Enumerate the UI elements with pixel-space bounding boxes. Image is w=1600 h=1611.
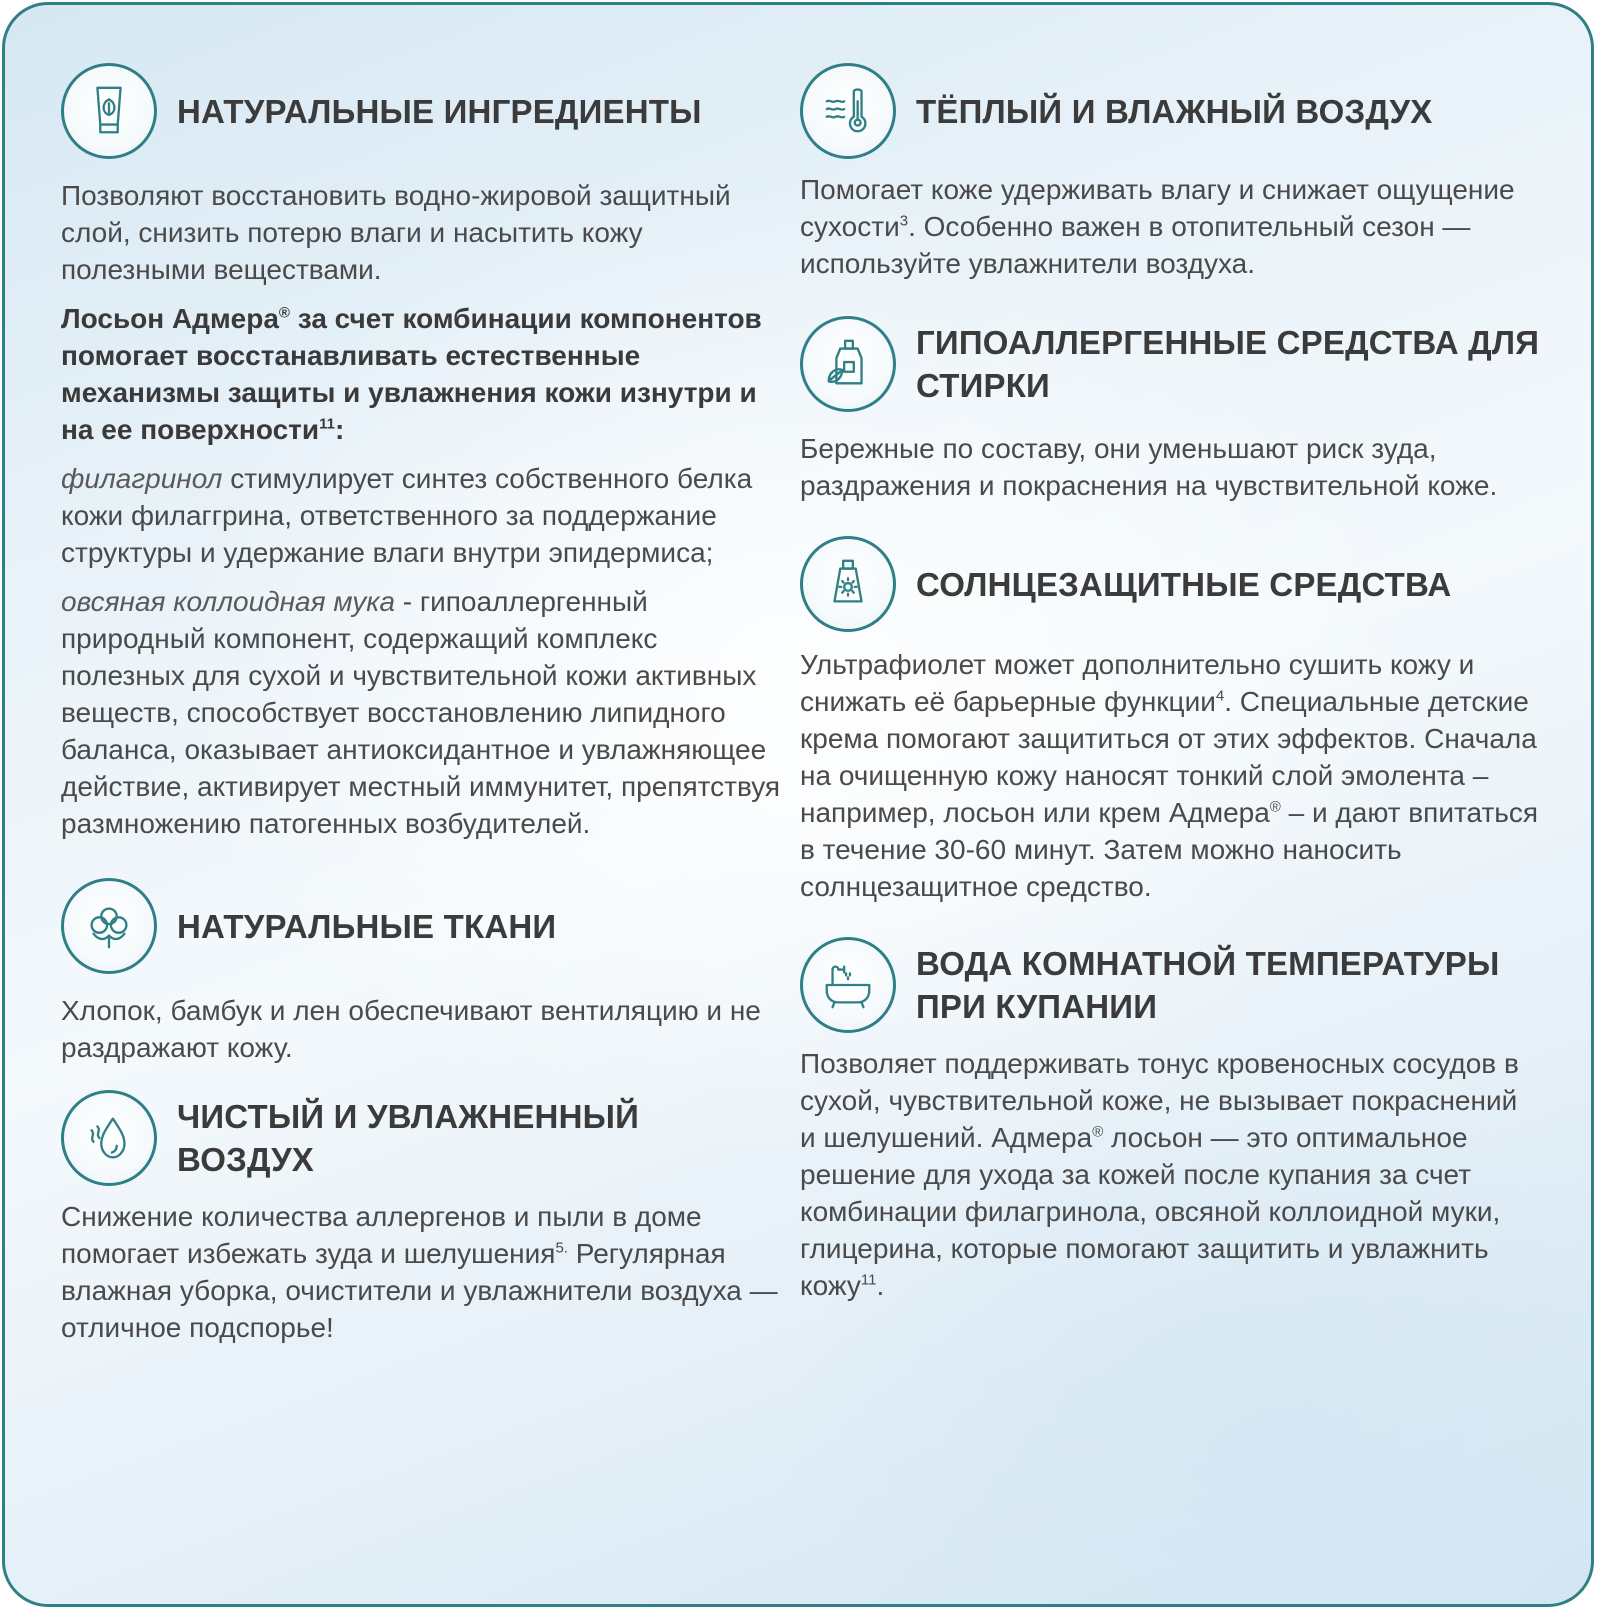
paragraph: Снижение количества аллергенов и пыли в доме помогает избежать зуда и шелушения$^{5.}$ Регулярная влажная уборка, очистители и увлажнители воздуха — отличное подспорье! [61,1201,778,1343]
section-title: СОЛНЦЕЗАЩИТНЫЕ СРЕДСТВА [916,565,1452,603]
section-natural-fabrics [61,878,781,1066]
section-title: ГИПОАЛЛЕРГЕННЫЕ СРЕДСТВА ДЛЯ СТИРКИ [916,324,1540,404]
right-column [800,63,1540,1304]
section-hypoallergenic-detergent [800,316,1540,504]
paragraph: Помогает коже удерживать влагу и снижает ощущение сухости$^3$. Особенно важен в отопительный сезон — используйте увлажнители воздуха. [800,174,1515,279]
section-clean-air [61,1090,781,1346]
paragraph: Бережные по составу, они уменьшают риск зуда, раздражения и покраснения на чувствительной коже. [800,433,1498,501]
thermometer-waves-icon [800,63,896,159]
paragraph-oat-flour: овсяная коллоидная мука - гипоаллергенный природный компонент, содержащий комплекс полезных для сухой и чувствительной кожи активных веществ, способствует восстановлению липидного баланса, оказывает антиоксидантное и увлажняющее действие, активирует местный иммунитет, препятствуя размножению патогенных возбудителей. [61,586,781,839]
cotton-flower-icon [61,878,157,974]
paragraph: Позволяет поддерживать тонус кровеносных сосудов в сухой, чувствительной коже, не вызывает покраснений и шелушений. Адмера® лосьон — это оптимальное решение для ухода за кожей после купания за счет комбинации филагринола, овсяной коллоидной муки, глицерина, которые помогают защитить и увлажнить кожу$^{11}$. [800,1048,1519,1301]
info-card [2,2,1594,1607]
detergent-bottle-leaf-icon [800,316,896,412]
paragraph-filagrinol: филагринол стимулирует синтез собственного белка кожи филаггрина, ответственного за поддержание структуры и удержание влаги внутри эпидермиса; [61,463,753,568]
paragraph: Позволяют восстановить водно-жировой защитный слой, снизить потерю влаги и насытить кожу полезными веществами. [61,180,731,285]
section-room-temperature-water [800,937,1540,1304]
section-title: ТЁПЛЫЙ И ВЛАЖНЫЙ ВОЗДУХ [916,92,1433,130]
section-title: НАТУРАЛЬНЫЕ ИНГРЕДИЕНТЫ [177,92,702,130]
section-warm-humid-air [800,63,1540,282]
section-title: НАТУРАЛЬНЫЕ ТКАНИ [177,907,557,945]
section-title: ЧИСТЫЙ И УВЛАЖНЕННЫЙ ВОЗДУХ [177,1098,640,1178]
cream-tube-leaf-icon [61,63,157,159]
paragraph: Ультрафиолет может дополнительно сушить кожу и снижать её барьерные функции$^4$. Специальные детские крема помогают защититься от этих эффектов. Сначала на очищенную кожу наносят тонкий слой эмолента – например, лосьон или крем Адмера® – и дают впитаться в течение 30-60 минут. Затем можно наносить солнцезащитное средство. [800,649,1539,902]
bold-paragraph: Лосьон Адмера® за счет комбинации компонентов помогает восстанавливать естественные механизмы защиты и увлажнения кожи изнутри и на ее поверхности$^{11}$: [61,303,762,445]
bathtub-shower-icon [800,937,896,1033]
water-drop-steam-icon [61,1090,157,1186]
left-column [61,63,781,1346]
section-natural-ingredients [61,63,781,842]
section-sunscreen [800,536,1540,905]
section-title: ВОДА КОМНАТНОЙ ТЕМПЕРАТУРЫ ПРИ КУПАНИИ [916,945,1500,1025]
sunscreen-bottle-icon [800,536,896,632]
paragraph: Хлопок, бамбук и лен обеспечивают вентиляцию и не раздражают кожу. [61,995,761,1063]
